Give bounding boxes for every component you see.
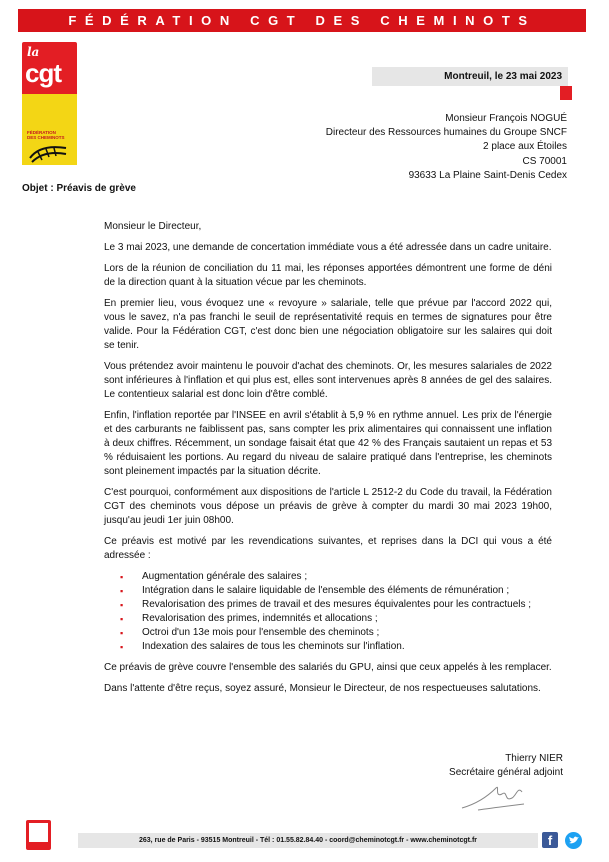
paragraph: Vous prétendez avoir maintenu le pouvoir d'achat des cheminots. Or, les mesures salariales de 2022 sont inférieures à l'inflation et qui plus est, elles sont intervenues après 8 années de gel des salaires. Le contentieux salarial est donc loin d'être comblé. <box>104 361 552 400</box>
bullet-icon: ▪ <box>120 600 124 610</box>
list-item: ▪ Octroi d'un 13e mois pour l'ensemble des cheminots ; <box>120 627 380 638</box>
paragraph: Le 3 mai 2023, une demande de concertation immédiate vous a été adressée dans un cadre unitaire. <box>104 242 552 253</box>
paragraph: Dans l'attente d'être reçus, soyez assuré, Monsieur le Directeur, de nos respectueuses salutations. <box>104 683 541 694</box>
paragraph: Ce préavis de grève couvre l'ensemble des salariés du GPU, ainsi que ceux appelés à les remplacer. <box>104 662 552 673</box>
bullet-icon: ▪ <box>120 642 124 652</box>
bullet-icon: ▪ <box>120 572 124 582</box>
paragraph: Ce préavis est motivé par les revendications suivantes, et reprises dans la DCI qui vous a été adressée : <box>104 536 552 561</box>
list-item: ▪ Revalorisation des primes, indemnités et allocations ; <box>120 613 378 624</box>
footer-contact: 263, rue de Paris - 93515 Montreuil - Tél : 01.55.82.84.40 - coord@cheminotcgt.fr - www.cheminotcgt.fr <box>78 833 538 848</box>
recipient-address <box>326 112 567 183</box>
list-item: ▪ Indexation des salaires de tous les cheminots sur l'inflation. <box>120 641 405 652</box>
logo-federation-text: FÉDÉRATION DES CHEMINOTS <box>27 130 65 140</box>
recipient-line: 2 place aux Étoiles <box>483 141 567 153</box>
recipient-line: CS 70001 <box>522 155 567 167</box>
twitter-icon[interactable] <box>565 832 582 849</box>
bullet-icon: ▪ <box>120 614 124 624</box>
logo-rail-icon <box>28 142 68 164</box>
signature-block <box>449 752 563 780</box>
recipient-line: Directeur des Ressources humaines du Groupe SNCF <box>325 127 567 139</box>
paragraph: Enfin, l'inflation reportée par l'INSEE en avril s'établit à 5,9 % en rythme annuel. Les prix de l'énergie et des carburants ne faiblissent pas, sans compter les prix alimentaires qui connaissent une inflation à deux chiffres. Récemment, un sondage faisait état que 42 % des Français sautaient un repas et 53 % réduisaient les portions. Au regard du niveau de salaire pratiqué dans l'entreprise, les cheminots sont pleinement impactés par la situation décrite. <box>104 410 552 477</box>
demands-list <box>104 570 552 654</box>
list-item: ▪ Augmentation générale des salaires ; <box>120 571 308 582</box>
recipient-line: 93633 La Plaine Saint-Denis Cedex <box>408 169 567 181</box>
list-item: ▪ Revalorisation des primes de travail et des mesures équivalentes pour les contractuels ; <box>120 599 532 610</box>
cgt-logo <box>22 42 77 165</box>
signatory-name: Thierry NIER <box>505 753 563 764</box>
header-banner: FÉDÉRATION CGT DES CHEMINOTS <box>18 9 586 32</box>
logo-la: la <box>27 45 40 59</box>
logo-cgt: cgt <box>25 58 61 88</box>
handwritten-signature <box>458 778 528 814</box>
bullet-icon: ▪ <box>120 586 124 596</box>
facebook-icon[interactable]: f <box>542 832 558 848</box>
bullet-icon: ▪ <box>120 628 124 638</box>
list-item: ▪ Intégration dans le salaire liquidable de l'ensemble des éléments de rémunération ; <box>120 585 510 596</box>
letter-body <box>104 220 552 703</box>
subject-line: Objet : Préavis de grève <box>22 183 136 194</box>
date-accent <box>560 86 572 100</box>
date-line: Montreuil, le 23 mai 2023 <box>372 67 568 86</box>
qr-code[interactable] <box>26 820 51 850</box>
recipient-line: Monsieur François NOGUÉ <box>445 113 567 124</box>
paragraph: Lors de la réunion de conciliation du 11 mai, les réponses apportées démontrent une forme de déni de la direction quant à la situation vécue par les cheminots. <box>104 263 552 288</box>
paragraph: C'est pourquoi, conformément aux dispositions de l'article L 2512-2 du Code du travail, la Fédération CGT des cheminots vous dépose un préavis de grève à compter du mardi 30 mai 2023 19h00, jusqu'au jeudi 1er juin 08h00. <box>104 487 552 526</box>
signatory-role: Secrétaire général adjoint <box>449 767 563 778</box>
paragraph: En premier lieu, vous évoquez une « revoyure » salariale, telle que prévue par l'accord 2022 qui, vous le savez, n'a pas franchi le seuil de représentativité requis en termes de signatures pour être valide. Pour la Fédération CGT, c'est donc bien une négociation obligatoire sur les salaires qui doit se tenir. <box>104 298 552 351</box>
salutation: Monsieur le Directeur, <box>104 221 202 232</box>
